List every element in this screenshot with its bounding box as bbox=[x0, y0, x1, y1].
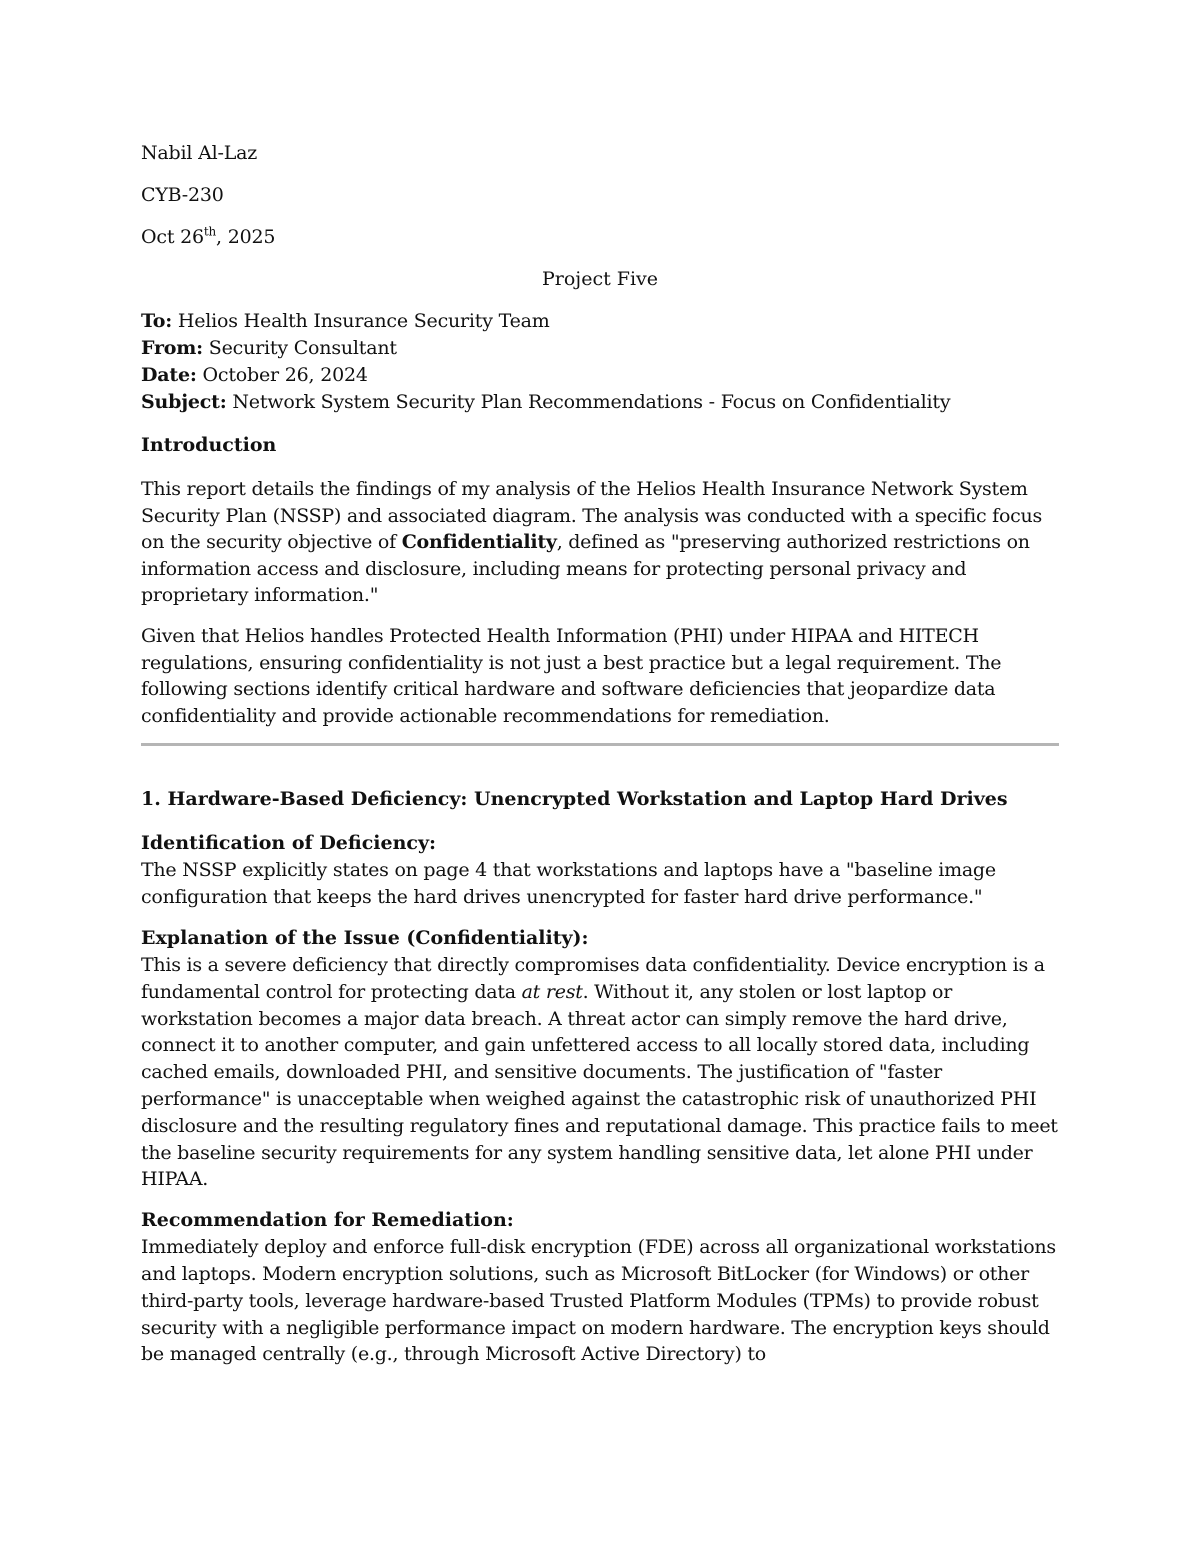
author-name: Nabil Al-Laz bbox=[141, 142, 258, 164]
horizontal-divider bbox=[141, 743, 1059, 746]
introduction-heading: Introduction bbox=[141, 434, 277, 456]
memo-from-label: From: bbox=[141, 337, 203, 359]
recommendation-heading: Recommendation for Remediation: bbox=[141, 1209, 514, 1232]
memo-to-value: Helios Health Insurance Security Team bbox=[172, 310, 550, 332]
header-date-ordinal: th bbox=[203, 224, 217, 239]
document-content bbox=[141, 140, 1059, 1382]
memo-from-value: Security Consultant bbox=[202, 337, 397, 359]
identification-text: The NSSP explicitly states on page 4 that workstations and laptops have a "baseline image configuration that keeps the hard drives unencrypted for faster hard drive performance." bbox=[141, 859, 996, 909]
memo-from bbox=[141, 335, 1059, 362]
intro-p1-text-b: , defined as "preserving authorized restrictions on information access and disclosure, including means for protecting personal privacy and proprietary information." bbox=[141, 531, 1030, 607]
header-date-prefix: Oct 26 bbox=[141, 226, 204, 248]
memo-to bbox=[141, 308, 1059, 335]
memo-date-label: Date: bbox=[141, 364, 197, 386]
document-title: Project Five bbox=[542, 268, 658, 290]
explanation-heading: Explanation of the Issue (Confidentiality): bbox=[141, 926, 589, 949]
memo-date-value: October 26, 2024 bbox=[196, 364, 368, 386]
recommendation-text: Immediately deploy and enforce full-disk encryption (FDE) across all organizational workstations and laptops. Modern encryption solutions, such as Microsoft BitLocker (for Windows) or other third-party tools, leverage hardware-based Trusted Platform Modules (TPMs) to provide robust security with a negligible performance impact on modern hardware. The encryption keys should be managed centrally (e.g., through Microsoft Active Directory) to bbox=[141, 1236, 1056, 1366]
intro-p1-bold: Confidentiality bbox=[401, 531, 557, 554]
memo-date bbox=[141, 362, 1059, 389]
memo-subject bbox=[141, 389, 1059, 416]
course-code: CYB-230 bbox=[141, 184, 224, 206]
header-date-suffix: , 2025 bbox=[216, 226, 276, 248]
memo-subject-value: Network System Security Plan Recommendations - Focus on Confidentiality bbox=[226, 391, 951, 413]
introduction-paragraph-1 bbox=[141, 476, 1059, 609]
explanation-text-a: This is a severe deficiency that directly compromises data confidentiality. Device encryption is a fundamental control for protecting data bbox=[141, 953, 1045, 1003]
explanation-text bbox=[141, 952, 1059, 1193]
identification-heading: Identification of Deficiency: bbox=[141, 832, 437, 855]
memo-to-label: To: bbox=[141, 310, 173, 332]
memo-subject-label: Subject: bbox=[141, 391, 227, 413]
memo-block bbox=[141, 308, 1059, 416]
explanation-italic: at rest bbox=[521, 980, 583, 1003]
introduction-paragraph-2: Given that Helios handles Protected Health Information (PHI) under HIPAA and HITECH regulations, ensuring confidentiality is not just a best practice but a legal requirement. The following sections identify critical hardware and software deficiencies that jeopardize data confidentiality and provide actionable recommendations for remediation. bbox=[141, 624, 1002, 727]
explanation-text-b: . Without it, any stolen or lost laptop or workstation becomes a major data breach. A threat actor can simply remove the hard drive, connect it to another computer, and gain unfettered access to all locally stored data, including cached emails, downloaded PHI, and sensitive documents. The justification of "faster performance" is unacceptable when weighed against the catastrophic risk of unauthorized PHI disclosure and the resulting regulatory fines and reputational damage. This practice fails to meet the baseline security requirements for any system handling sensitive data, let alone PHI under HIPAA. bbox=[141, 980, 1058, 1191]
header-date bbox=[141, 224, 1059, 250]
intro-p1-text-a: This report details the findings of my analysis of the Helios Health Insurance Network System Security Plan (NSSP) and associated diagram. The analysis was conducted with a specific focus on the security objective of bbox=[141, 478, 1043, 554]
section-1-heading: 1. Hardware-Based Deficiency: Unencrypted Workstation and Laptop Hard Drives bbox=[141, 788, 1008, 811]
